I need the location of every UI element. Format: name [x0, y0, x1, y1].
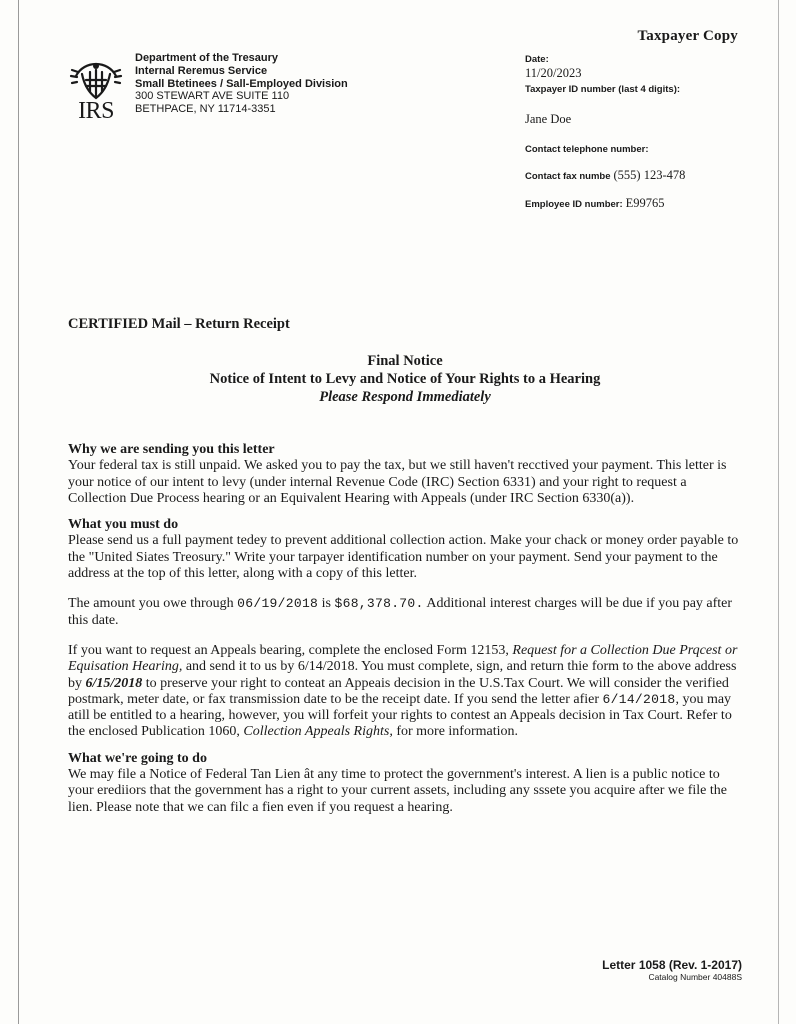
- agency-line: 300 STEWART AVE SUITE 110: [135, 90, 290, 103]
- letter-number: Letter 1058 (Rev. 1-2017): [602, 958, 742, 972]
- appeal-deadline: 6/15/2018: [85, 675, 143, 691]
- publication-title: Collection Appeals Rights,: [243, 724, 393, 740]
- certified-mail-line: CERTIFIED Mail – Return Receipt: [68, 316, 290, 332]
- left-scan-edge: [18, 0, 19, 1024]
- appeals-text: to preserve your right to conteat an Appeais decision in the U.S.Tax Court. We will consider the verified postmark, meter date, or fax transmission date to be the receipt date. If you send the letter afier: [68, 675, 729, 707]
- right-scan-edge: [778, 0, 779, 1024]
- agency-line: Small Btetinees / Sall-Employed Division: [135, 77, 348, 90]
- amount-owed: $68,378.70.: [334, 596, 424, 612]
- copy-label: Taxpayer Copy: [637, 28, 738, 44]
- irs-wordmark: IRS: [78, 98, 114, 124]
- catalog-number: Catalog Number 40488S: [648, 972, 742, 982]
- appeal-date: 6/14/2018: [602, 691, 676, 707]
- section-heading-going: What we're going to do: [68, 750, 207, 766]
- section-text-going: We may file a Notice of Federal Tan Lien ât any time to protect the government's interest. A lien is a public notice to your erediiors that the government has a right to your current assets, including any sssete you acquire after we file the lien. Please note that we can filc a fien even if you request a hearing.: [68, 767, 727, 815]
- amount-text: The amount you owe through: [68, 596, 238, 612]
- section-heading-why: Why we are sending you this letter: [68, 442, 275, 457]
- letter-body: [68, 442, 740, 816]
- agency-line: BETHPACE, NY 11714-3351: [135, 103, 276, 116]
- date-label: Date:: [525, 54, 549, 65]
- appeals-text: If you want to request an Appeals bearing, complete the enclosed Form 12153,: [68, 642, 513, 658]
- employee-id-value: E99765: [625, 196, 665, 210]
- amount-text: Additional interest charges will be due if you pay after this date.: [68, 596, 733, 628]
- agency-line: Department of the Tresaury: [135, 52, 279, 64]
- appeals-text: for more information.: [392, 724, 519, 740]
- employee-id-label: Employee ID number:: [525, 199, 623, 210]
- section-text-must: Please send us a full payment tedey to prevent additional collection action. Make your chack or money order payable to the "United Siates Treosury." Write your tarpayer identification number on your payment. Send your payment to the address at the top of this letter, along with a copy of this letter.: [68, 533, 739, 582]
- taxpayer-id-label: Taxpayer ID number (last 4 digits):: [525, 84, 681, 95]
- amount-text: is: [318, 596, 335, 612]
- section-text-why: Your federal tax is still unpaid. We asked you to pay the tax, but we still haven't recctived your payment. This letter is your notice of our intent to levy (under internal Revenue Code (IRC) Section 6331) and your right to request a Collection Due Process hearing or an Equivalent Hearing with Appeals (under IRC Section 6330(a)).: [68, 458, 727, 506]
- notice-titles: [0, 352, 796, 406]
- agency-address-block: [135, 52, 348, 116]
- appeals-paragraph: [68, 643, 740, 741]
- agency-line: Internal Reremus Service: [135, 64, 268, 77]
- irs-eagle-icon: [68, 58, 124, 102]
- date-value: 11/20/2023: [525, 66, 582, 80]
- irs-logo: [68, 58, 122, 130]
- contact-fax-label: Contact fax numbe: [525, 171, 611, 182]
- notice-title: Final Notice: [367, 353, 443, 369]
- taxpayer-name: Jane Doe: [525, 112, 572, 126]
- notice-subtitle: Notice of Intent to Levy and Notice of Your Rights to a Hearing: [209, 371, 601, 387]
- form-title: Request for a Collection Due Prqcest or Equisation Hearing,: [68, 642, 738, 675]
- appeals-text: , you may atill be entitled to a hearing, however, you will forfeit your rights to contest an Appeals decision in Tax Court. Refer to the enclosed Publication 1060,: [68, 691, 732, 740]
- contact-phone-label: Contact telephone number:: [525, 144, 649, 155]
- amount-date: 06/19/2018: [237, 596, 319, 612]
- amount-owed-paragraph: [68, 596, 740, 629]
- employee-id-row: [525, 196, 665, 211]
- section-heading-must: What you must do: [68, 517, 179, 533]
- contact-fax-value: (555) 123-478: [613, 168, 686, 182]
- letter-footer: [602, 958, 742, 982]
- contact-fax-row: [525, 168, 685, 183]
- appeals-text: and send it to us by 6/14/2018. You must complete, sign, and return thie form to the above address by: [68, 659, 737, 691]
- notice-urgency: Please Respond Immediately: [319, 389, 491, 405]
